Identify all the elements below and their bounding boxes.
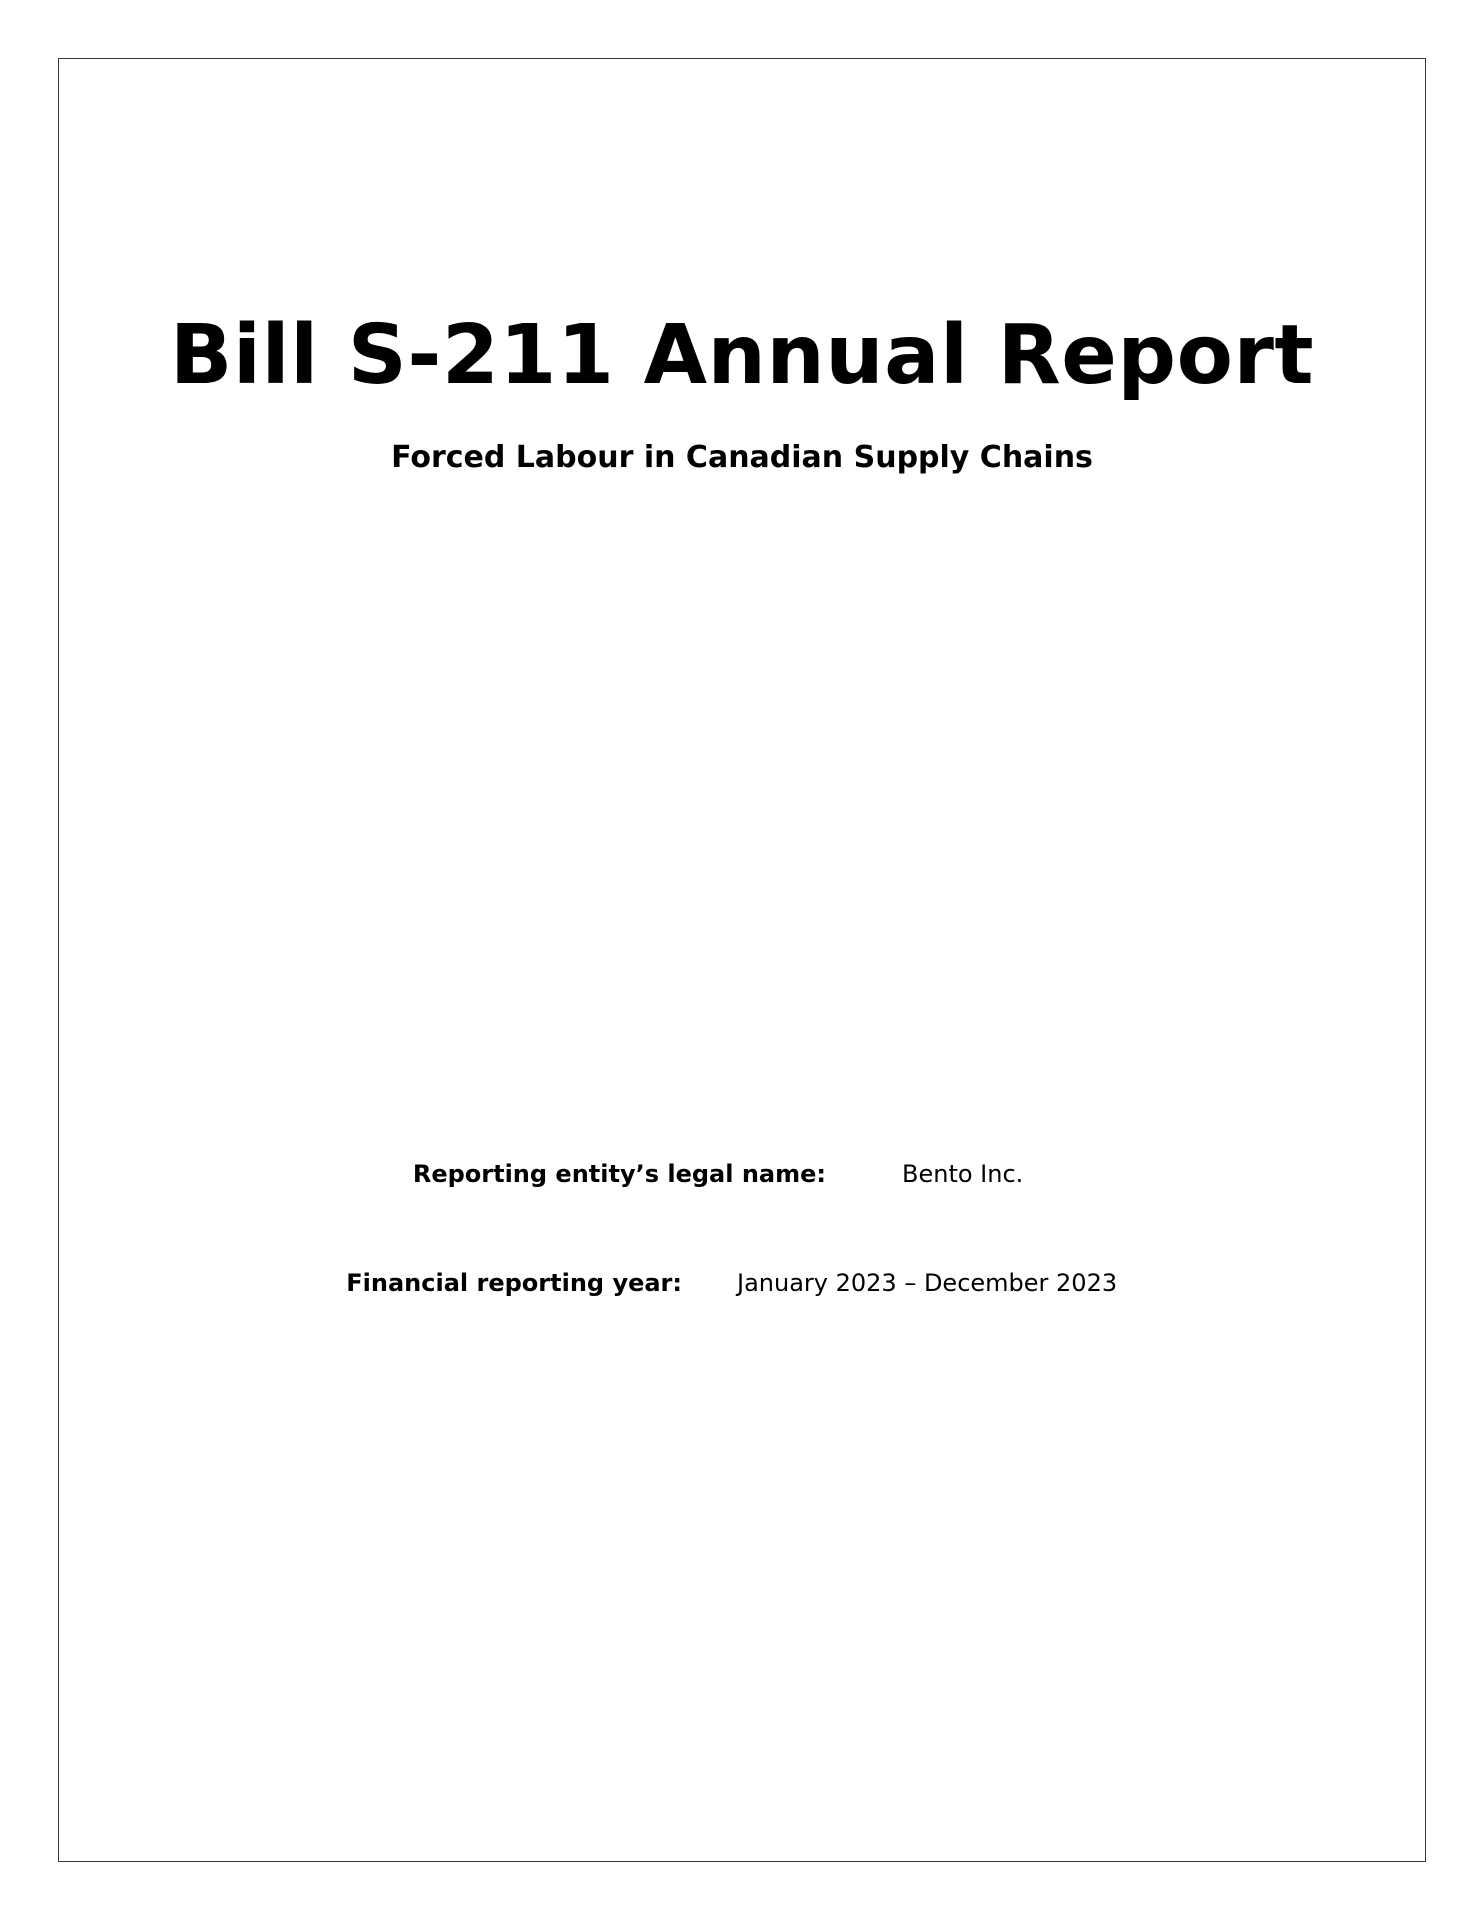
legal-name-label: Reporting entity’s legal name: bbox=[412, 1160, 826, 1188]
reporting-year-label: Financial reporting year: bbox=[346, 1269, 682, 1297]
legal-name-value: Bento Inc. bbox=[902, 1160, 1024, 1188]
report-subtitle: Forced Labour in Canadian Supply Chains bbox=[391, 440, 1093, 475]
reporting-year-value: January 2023 – December 2023 bbox=[737, 1269, 1118, 1297]
report-title: Bill S-211 Annual Report bbox=[169, 308, 1315, 403]
